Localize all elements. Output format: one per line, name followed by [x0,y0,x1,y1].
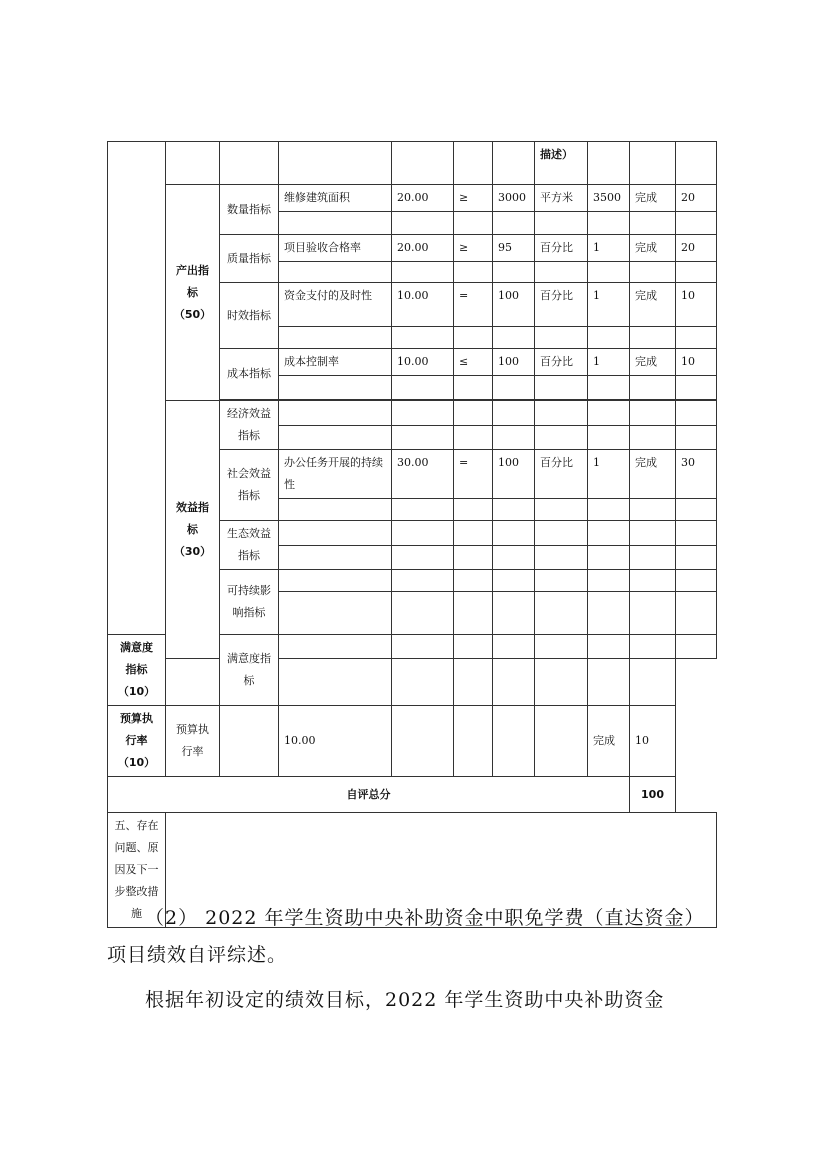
unit: 百分比 [535,283,588,327]
actual: 3500 [588,185,630,212]
status: 完成 [630,283,676,327]
paragraph-body: 根据年初设定的绩效目标，2022 年学生资助中央补助资金 [145,989,665,1011]
indicator-name: 成本控制率 [279,349,392,376]
target: 100 [493,283,535,327]
table-left-span-cell [108,142,166,635]
subcategory-satisfaction: 满意度指标 [220,635,279,706]
subcategory-ecological: 生态效益指标 [220,521,279,570]
indicator-name: 维修建筑面积 [279,185,392,212]
subcategory-cost: 成本指标 [220,349,279,400]
subcategory-economic: 经济效益指标 [220,401,279,450]
category-budget: 预算执 行率 （10） [108,706,166,777]
subcategory-budget: 预算执行率 [166,706,220,777]
actual: 1 [588,349,630,376]
subcategory-quantity: 数量指标 [220,185,279,235]
actual: 1 [588,450,630,499]
issues-label: 五、存在问题、原因及下一步整改措施 [108,813,166,928]
weight: 10.00 [392,349,454,376]
status: 完成 [630,185,676,212]
total-row [108,777,717,813]
weight: 20.00 [392,185,454,212]
score: 20 [676,235,717,262]
operator: = [454,450,493,499]
status: 完成 [588,706,630,777]
performance-table [107,141,717,928]
category-benefit: 效益指 标 （30） [166,401,220,659]
score: 10 [630,706,676,777]
indicator-name: 资金支付的及时性 [279,283,392,327]
target: 100 [493,450,535,499]
table-header-row [108,142,717,185]
target: 95 [493,235,535,262]
status: 完成 [630,235,676,262]
subcategory-timeliness: 时效指标 [220,283,279,349]
unit: 平方米 [535,185,588,212]
target: 3000 [493,185,535,212]
subcategory-sustainable: 可持续影响指标 [220,570,279,635]
actual: 1 [588,283,630,327]
total-score: 100 [630,777,676,813]
operator: ≤ [454,349,493,376]
weight: 20.00 [392,235,454,262]
table-row [108,706,717,777]
operator: = [454,283,493,327]
operator: ≥ [454,235,493,262]
score: 20 [676,185,717,212]
subcategory-social: 社会效益指标 [220,450,279,521]
score: 10 [676,283,717,327]
target: 100 [493,349,535,376]
weight: 10.00 [392,283,454,327]
unit: 百分比 [535,235,588,262]
actual: 1 [588,235,630,262]
weight: 10.00 [279,706,392,777]
status: 完成 [630,349,676,376]
category-output: 产出指 标 （50） [166,185,220,401]
paragraph-heading: （2） 2022 年学生资助中央补助资金中职免学费（直达资金）项目绩效自评综述。 [107,907,705,966]
table-row [108,401,717,426]
header-fragment: 描述） [535,142,588,185]
category-satisfaction: 满意度 指标 （10） [108,635,166,706]
score: 30 [676,450,717,499]
operator: ≥ [454,185,493,212]
table-row [108,659,717,706]
score: 10 [676,349,717,376]
weight: 30.00 [392,450,454,499]
unit: 百分比 [535,450,588,499]
unit: 百分比 [535,349,588,376]
subcategory-quality: 质量指标 [220,235,279,283]
indicator-name: 办公任务开展的持续性 [279,450,392,499]
total-label: 自评总分 [108,777,630,813]
table-row [108,185,717,212]
indicator-name: 项目验收合格率 [279,235,392,262]
status: 完成 [630,450,676,499]
